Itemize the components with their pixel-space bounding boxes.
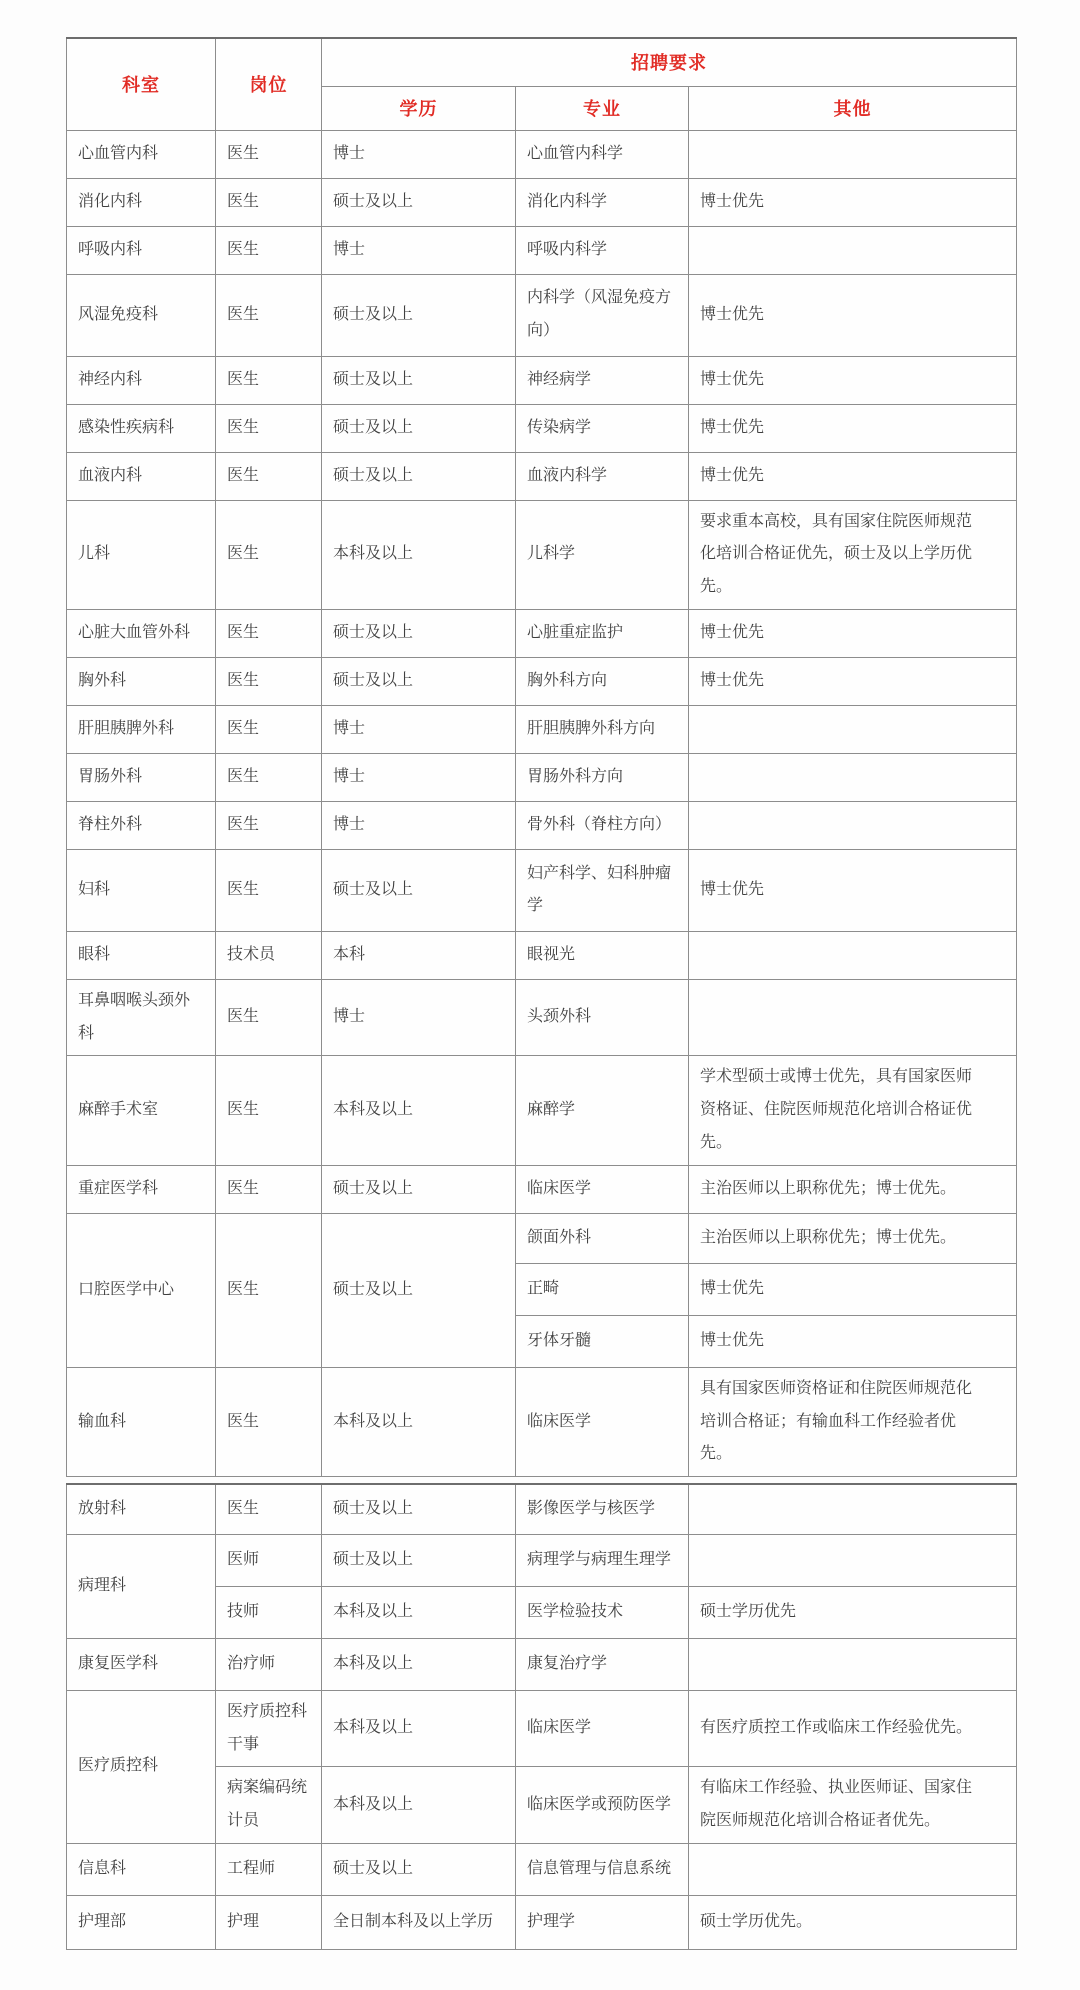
table-cell: 博士 xyxy=(322,130,516,178)
table-row xyxy=(67,1895,1017,1949)
table-cell: 妇产科学、妇科肿瘤学 xyxy=(516,849,689,931)
table-cell: 牙体牙髓 xyxy=(516,1315,689,1367)
table-cell: 硕士及以上 xyxy=(322,1843,516,1895)
table-cell xyxy=(689,1484,1017,1534)
table-cell: 医生 xyxy=(216,1484,322,1534)
table-cell: 传染病学 xyxy=(516,404,689,452)
table-cell: 医生 xyxy=(216,404,322,452)
table-cell xyxy=(689,130,1017,178)
table-cell: 临床医学 xyxy=(516,1367,689,1476)
table-cell xyxy=(689,1534,1017,1586)
table-cell: 消化内科学 xyxy=(516,178,689,226)
table-cell: 硕士及以上 xyxy=(322,404,516,452)
table-cell: 神经病学 xyxy=(516,356,689,404)
header-major: 专业 xyxy=(516,86,689,130)
table-cell: 颌面外科 xyxy=(516,1213,689,1263)
table-cell: 医生 xyxy=(216,356,322,404)
table-cell: 消化内科 xyxy=(67,178,216,226)
table-cell: 有医疗质控工作或临床工作经验优先。 xyxy=(689,1690,1017,1767)
table-cell: 博士优先 xyxy=(689,609,1017,657)
table-cell: 儿科学 xyxy=(516,500,689,609)
table-cell: 儿科 xyxy=(67,500,216,609)
table-cell: 主治医师以上职称优先；博士优先。 xyxy=(689,1165,1017,1213)
table-cell: 血液内科 xyxy=(67,452,216,500)
table-cell: 医疗质控科干事 xyxy=(216,1690,322,1767)
table-cell: 医生 xyxy=(216,609,322,657)
table-row xyxy=(67,849,1017,931)
table-cell: 胸外科方向 xyxy=(516,657,689,705)
table-cell: 本科及以上 xyxy=(322,1367,516,1476)
table-cell: 医生 xyxy=(216,226,322,274)
table-cell xyxy=(689,979,1017,1056)
table-cell: 医师 xyxy=(216,1534,322,1586)
table-cell: 硕士及以上 xyxy=(322,178,516,226)
table-cell: 护理部 xyxy=(67,1895,216,1949)
table-cell: 心血管内科学 xyxy=(516,130,689,178)
table-cell: 呼吸内科学 xyxy=(516,226,689,274)
table-cell: 具有国家医师资格证和住院医师规范化培训合格证；有输血科工作经验者优先。 xyxy=(689,1367,1017,1476)
table-cell: 临床医学 xyxy=(516,1690,689,1767)
table-row xyxy=(67,130,1017,178)
table-cell: 本科及以上 xyxy=(322,500,516,609)
table-cell: 医生 xyxy=(216,1165,322,1213)
table-cell: 医学检验技术 xyxy=(516,1586,689,1638)
table-cell: 学术型硕士或博士优先，具有国家医师资格证、住院医师规范化培训合格证优先。 xyxy=(689,1056,1017,1165)
table-row xyxy=(67,452,1017,500)
table-cell: 治疗师 xyxy=(216,1638,322,1690)
table-cell: 感染性疾病科 xyxy=(67,404,216,452)
table-cell: 护理 xyxy=(216,1895,322,1949)
table-cell: 医生 xyxy=(216,979,322,1056)
table-cell: 眼视光 xyxy=(516,931,689,979)
table-cell: 博士优先 xyxy=(689,849,1017,931)
table-cell: 技术员 xyxy=(216,931,322,979)
table-cell: 胃肠外科方向 xyxy=(516,753,689,801)
table-cell: 肝胆胰脾外科 xyxy=(67,705,216,753)
table-cell xyxy=(689,1638,1017,1690)
table-cell: 呼吸内科 xyxy=(67,226,216,274)
table-cell: 本科及以上 xyxy=(322,1690,516,1767)
table-cell: 博士优先 xyxy=(689,657,1017,705)
table-cell: 技师 xyxy=(216,1586,322,1638)
header-row-1 xyxy=(67,38,1017,86)
table-cell: 博士 xyxy=(322,705,516,753)
table-row xyxy=(67,274,1017,356)
table-cell: 信息科 xyxy=(67,1843,216,1895)
table-cell xyxy=(689,753,1017,801)
table-cell: 博士优先 xyxy=(689,356,1017,404)
header-requirements-group: 招聘要求 xyxy=(322,38,1017,86)
table-cell: 本科及以上 xyxy=(322,1056,516,1165)
table-cell: 医生 xyxy=(216,178,322,226)
table-row xyxy=(67,1367,1017,1476)
table-row xyxy=(67,1843,1017,1895)
table-cell: 病理学与病理生理学 xyxy=(516,1534,689,1586)
table-row xyxy=(67,404,1017,452)
table-cell: 硕士及以上 xyxy=(322,1165,516,1213)
table-cell: 心血管内科 xyxy=(67,130,216,178)
table-cell: 医生 xyxy=(216,705,322,753)
table-cell: 眼科 xyxy=(67,931,216,979)
table-cell: 博士优先 xyxy=(689,404,1017,452)
table-cell: 麻醉手术室 xyxy=(67,1056,216,1165)
table-row xyxy=(67,1690,1017,1767)
table-cell xyxy=(689,931,1017,979)
table-cell: 病理科 xyxy=(67,1534,216,1638)
table-row xyxy=(67,801,1017,849)
table-row xyxy=(67,1638,1017,1690)
header-position: 岗位 xyxy=(216,38,322,130)
table-cell: 本科及以上 xyxy=(322,1767,516,1844)
table-cell: 耳鼻咽喉头颈外科 xyxy=(67,979,216,1056)
table-cell: 硕士及以上 xyxy=(322,274,516,356)
table-row xyxy=(67,500,1017,609)
table-cell: 胃肠外科 xyxy=(67,753,216,801)
table-cell: 本科及以上 xyxy=(322,1638,516,1690)
table-row xyxy=(67,1056,1017,1165)
table-cell: 博士优先 xyxy=(689,1315,1017,1367)
table-cell xyxy=(689,705,1017,753)
table-cell: 医生 xyxy=(216,1367,322,1476)
table-row xyxy=(67,1484,1017,1534)
table-cell: 放射科 xyxy=(67,1484,216,1534)
table-cell: 内科学（风湿免疫方向） xyxy=(516,274,689,356)
table-cell: 康复治疗学 xyxy=(516,1638,689,1690)
table-cell: 医生 xyxy=(216,657,322,705)
table-cell: 临床医学 xyxy=(516,1165,689,1213)
table-cell: 硕士及以上 xyxy=(322,1484,516,1534)
table-cell: 全日制本科及以上学历 xyxy=(322,1895,516,1949)
header-department: 科室 xyxy=(67,38,216,130)
table-cell: 信息管理与信息系统 xyxy=(516,1843,689,1895)
table-cell: 博士优先 xyxy=(689,1263,1017,1315)
table-row xyxy=(67,979,1017,1056)
table-cell: 胸外科 xyxy=(67,657,216,705)
table-cell: 脊柱外科 xyxy=(67,801,216,849)
table-cell: 口腔医学中心 xyxy=(67,1213,216,1367)
table-cell: 博士 xyxy=(322,226,516,274)
table-cell: 本科 xyxy=(322,931,516,979)
table-cell: 硕士及以上 xyxy=(322,849,516,931)
table-cell: 博士 xyxy=(322,753,516,801)
table-row xyxy=(67,1534,1017,1586)
table-cell: 心脏重症监护 xyxy=(516,609,689,657)
table-cell: 硕士及以上 xyxy=(322,1213,516,1367)
table-cell: 病案编码统计员 xyxy=(216,1767,322,1844)
table-row xyxy=(67,753,1017,801)
recruitment-table-part-1 xyxy=(66,37,1017,1477)
table-cell: 妇科 xyxy=(67,849,216,931)
table-cell: 博士优先 xyxy=(689,452,1017,500)
table-row xyxy=(67,931,1017,979)
table-cell: 风湿免疫科 xyxy=(67,274,216,356)
table-cell: 医生 xyxy=(216,274,322,356)
table-cell: 血液内科学 xyxy=(516,452,689,500)
table-cell: 输血科 xyxy=(67,1367,216,1476)
table-cell: 神经内科 xyxy=(67,356,216,404)
table-cell: 工程师 xyxy=(216,1843,322,1895)
table-cell: 博士 xyxy=(322,801,516,849)
recruitment-table-part-2 xyxy=(66,1483,1017,1950)
table-row xyxy=(67,1213,1017,1263)
table-cell: 康复医学科 xyxy=(67,1638,216,1690)
table-cell: 硕士及以上 xyxy=(322,657,516,705)
table-cell: 硕士及以上 xyxy=(322,609,516,657)
table-cell: 医生 xyxy=(216,130,322,178)
table-cell: 骨外科（脊柱方向） xyxy=(516,801,689,849)
table-row xyxy=(67,609,1017,657)
table-cell xyxy=(689,1843,1017,1895)
table-cell: 医生 xyxy=(216,452,322,500)
table-row xyxy=(67,1165,1017,1213)
table-body-part-1 xyxy=(67,130,1017,1477)
table-cell: 头颈外科 xyxy=(516,979,689,1056)
table-cell: 有临床工作经验、执业医师证、国家住院医师规范化培训合格证者优先。 xyxy=(689,1767,1017,1844)
table-cell: 重症医学科 xyxy=(67,1165,216,1213)
table-cell: 影像医学与核医学 xyxy=(516,1484,689,1534)
table-cell: 博士优先 xyxy=(689,274,1017,356)
table-cell: 硕士及以上 xyxy=(322,1534,516,1586)
table-cell: 心脏大血管外科 xyxy=(67,609,216,657)
header-education: 学历 xyxy=(322,86,516,130)
table-cell: 博士 xyxy=(322,979,516,1056)
table-cell: 临床医学或预防医学 xyxy=(516,1767,689,1844)
table-cell: 肝胆胰脾外科方向 xyxy=(516,705,689,753)
table-cell: 要求重本高校，具有国家住院医师规范化培训合格证优先，硕士及以上学历优先。 xyxy=(689,500,1017,609)
table-row xyxy=(67,705,1017,753)
table-cell: 硕士及以上 xyxy=(322,356,516,404)
table-cell: 医生 xyxy=(216,849,322,931)
table-body-part-2 xyxy=(67,1484,1017,1949)
table-cell xyxy=(689,226,1017,274)
table-cell: 硕士及以上 xyxy=(322,452,516,500)
table-cell: 医生 xyxy=(216,1056,322,1165)
table-cell: 医疗质控科 xyxy=(67,1690,216,1843)
header-other: 其他 xyxy=(689,86,1017,130)
table-row xyxy=(67,226,1017,274)
table-cell: 麻醉学 xyxy=(516,1056,689,1165)
table-cell: 博士优先 xyxy=(689,178,1017,226)
table-row xyxy=(67,657,1017,705)
table-cell: 医生 xyxy=(216,801,322,849)
table-cell: 护理学 xyxy=(516,1895,689,1949)
table-cell: 正畸 xyxy=(516,1263,689,1315)
table-row xyxy=(67,356,1017,404)
table-cell: 硕士学历优先 xyxy=(689,1586,1017,1638)
table-cell: 医生 xyxy=(216,500,322,609)
table-cell: 医生 xyxy=(216,1213,322,1367)
table-cell: 主治医师以上职称优先；博士优先。 xyxy=(689,1213,1017,1263)
table-header xyxy=(67,38,1017,130)
table-cell xyxy=(689,801,1017,849)
table-row xyxy=(67,178,1017,226)
table-cell: 医生 xyxy=(216,753,322,801)
table-cell: 本科及以上 xyxy=(322,1586,516,1638)
table-cell: 硕士学历优先。 xyxy=(689,1895,1017,1949)
